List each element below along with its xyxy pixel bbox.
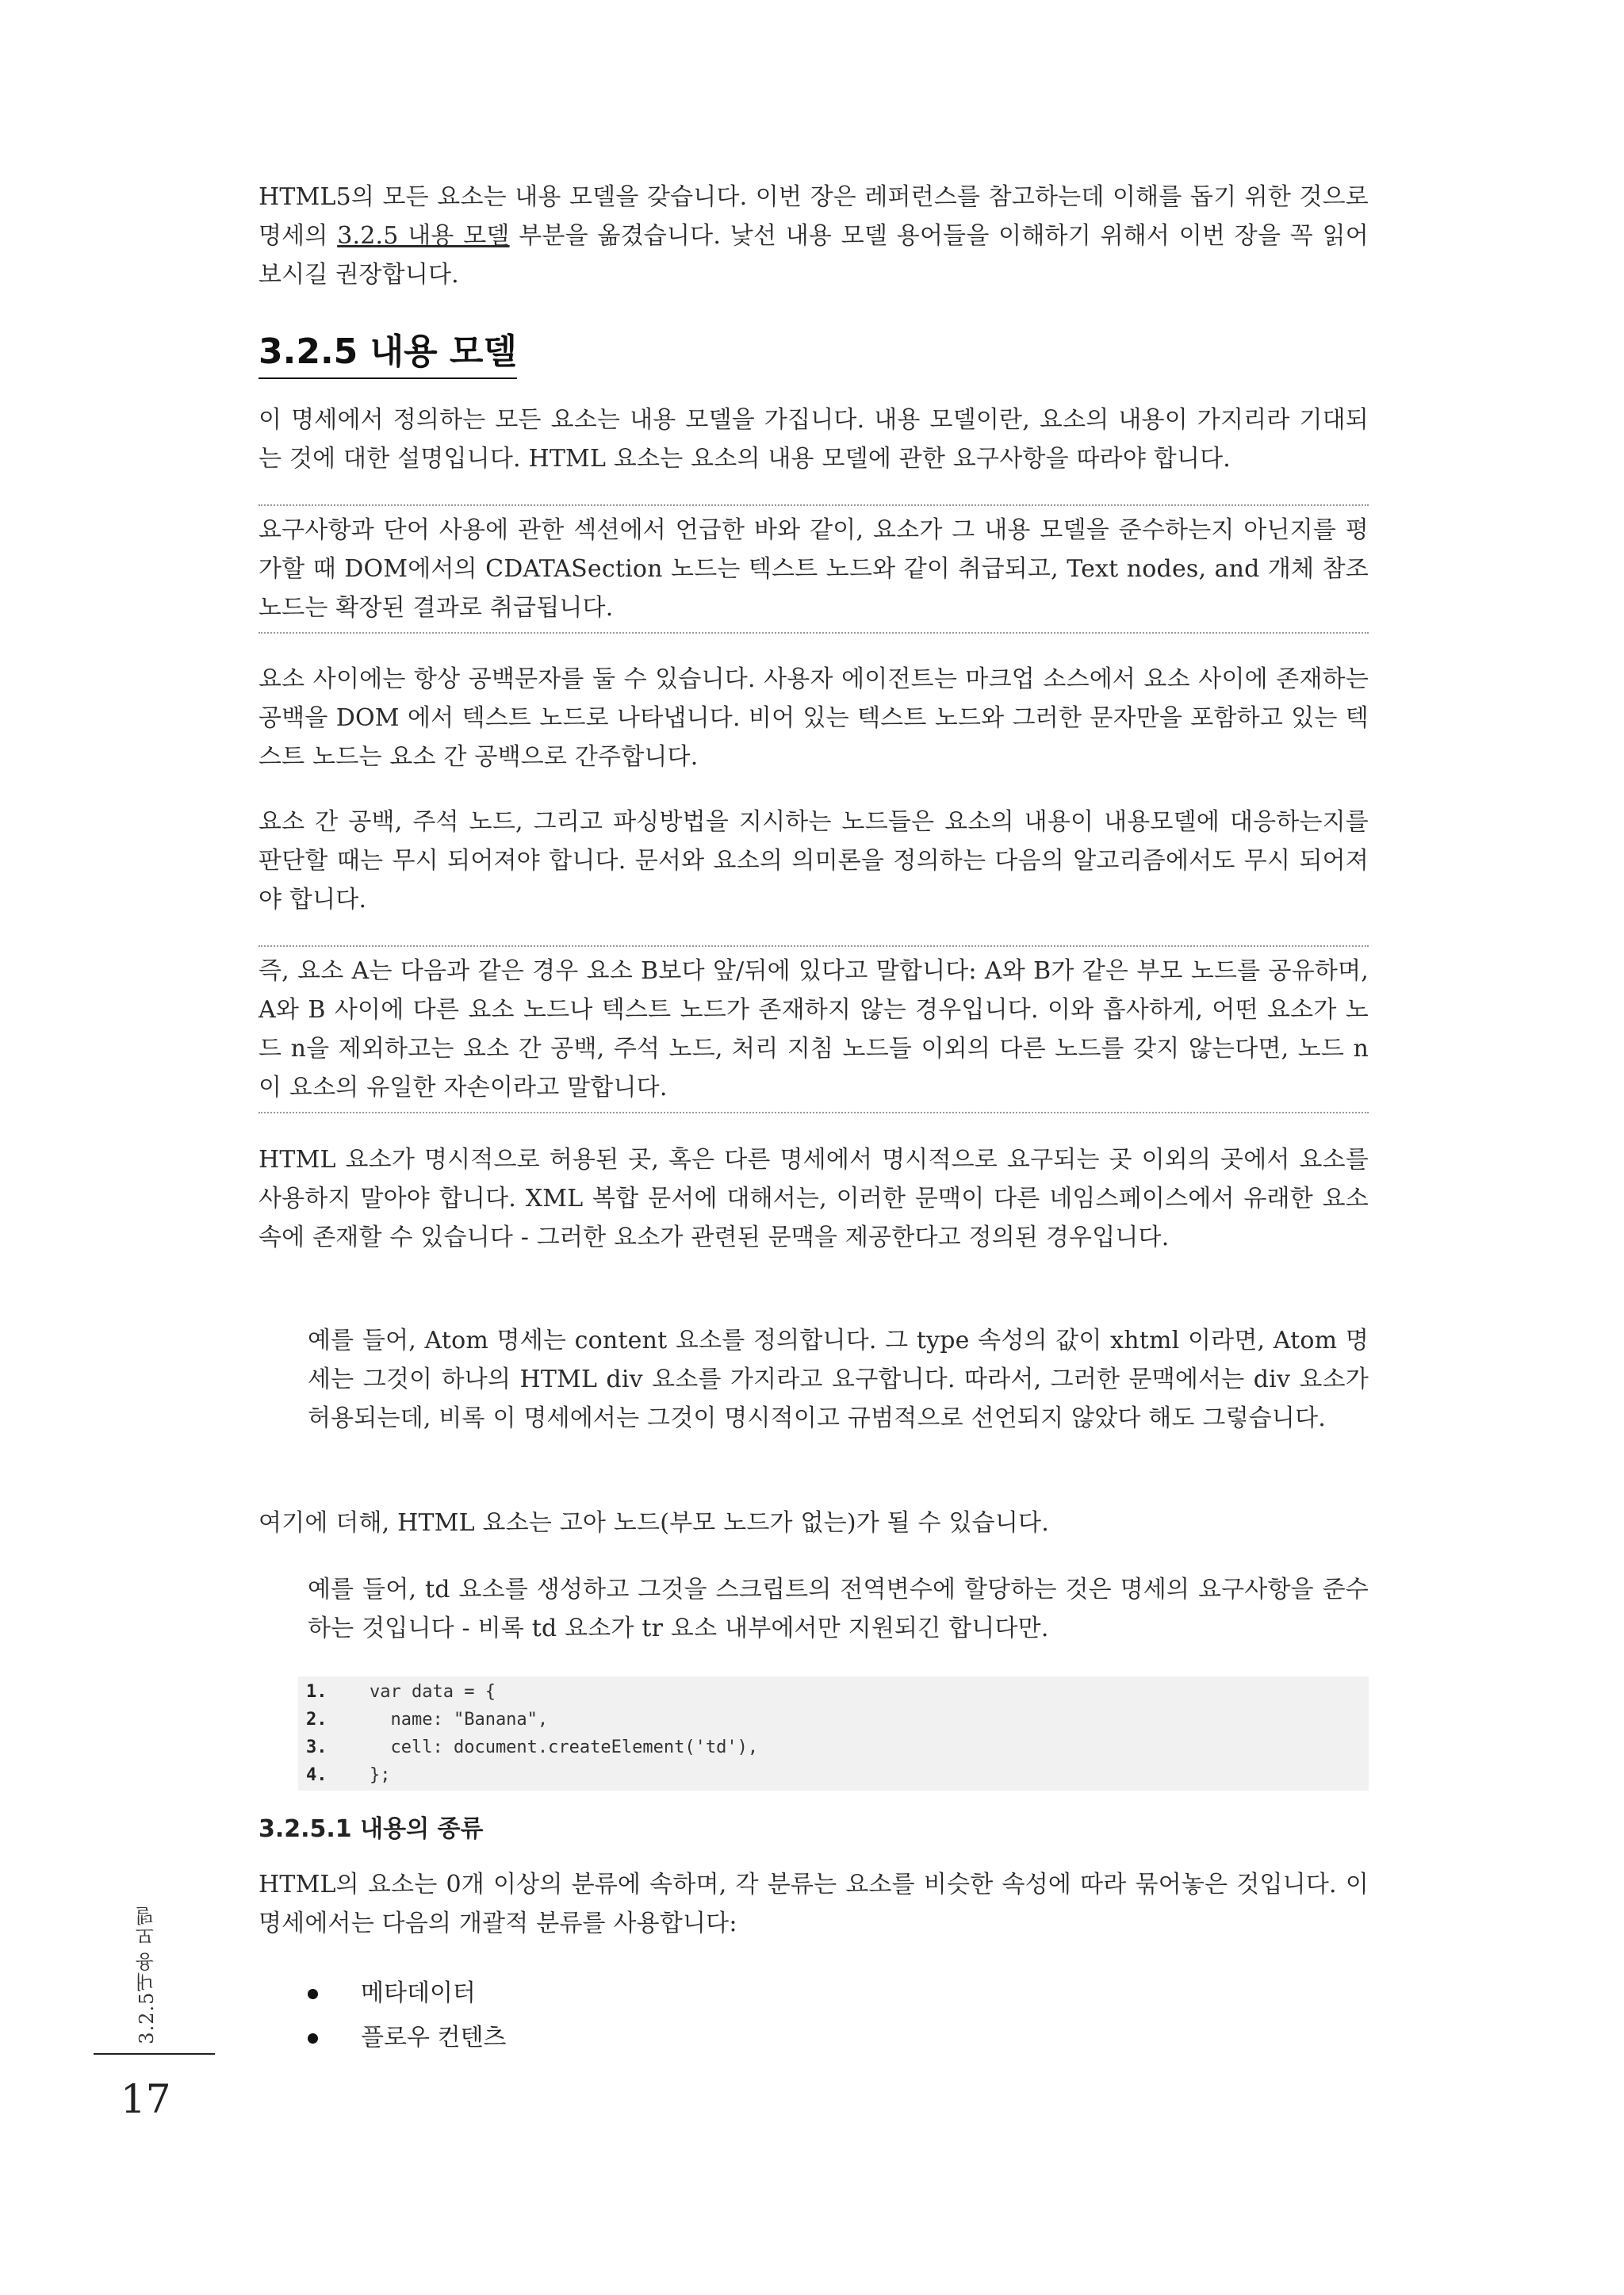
subsection-number: 3.2.5.1	[259, 1815, 352, 1843]
note-box-sibling-order	[259, 945, 1369, 1113]
paragraph-content-model-definition: 이 명세에서 정의하는 모든 요소는 내용 모델을 가집니다. 내용 모델이란, 요소의 내용이 가지리라 기대되는 것에 대한 설명입니다. HTML 요소는 요소의 내용 모델에 관한 요구사항을 따라야 합니다.	[259, 406, 1369, 473]
intro-text-2: 부분을 옮겼습니다. 낯선 내용 모델 용어들을 이해하기 위해서 이번 장을 꼭 읽어보시길 권장합니다.	[259, 222, 1369, 289]
subsection-title-text: 내용의 종류	[360, 1815, 484, 1843]
section-reference-link[interactable]: 3.2.5 내용 모델	[337, 222, 510, 250]
code-line	[298, 1678, 1369, 1706]
line-number: 1.	[306, 1682, 327, 1702]
paragraph-orphan-nodes: 여기에 더해, HTML 요소는 고아 노드(부모 노드가 없는)가 될 수 있습니다.	[259, 1509, 1049, 1537]
side-divider	[94, 2053, 215, 2055]
example-td: 예를 들어, td 요소를 생성하고 그것을 스크립트의 전역변수에 할당하는 것은 명세의 요구사항을 준수하는 것입니다 - 비록 td 요소가 tr 요소 내부에서만 지원되긴 합니다만.	[308, 1576, 1369, 1642]
list-item-label: 플로우 컨텐츠	[361, 2024, 507, 2052]
note-text-sibling-order: 즉, 요소 A는 다음과 같은 경우 요소 B보다 앞/뒤에 있다고 말합니다: A와 B가 같은 부모 노드를 공유하며, A와 B 사이에 다른 요소 노드나 텍스트 노드가 존재하지 않는 경우입니다. 이와 흡사하게, 어떤 요소가 노드 n을 제외하고는 요소 간 공백, 주석 노드, 처리 지침 노드들 이외의 다른 노드를 갖지 않는다면, 노드 n이 요소의 유일한 자손이라고 말합니다.	[259, 957, 1369, 1102]
note-box-cdata	[259, 504, 1369, 634]
code-line	[298, 1706, 1369, 1734]
intro-text-1: HTML5의 모든 요소는 내용 모델을 갖습니다. 이번 장은 레퍼런스를 참고하는데 이해를 돕기 위한 것으로 명세의	[259, 183, 1369, 250]
list-item	[308, 1971, 506, 2016]
note-text-cdata: 요구사항과 단어 사용에 관한 섹션에서 언급한 바와 같이, 요소가 그 내용 모델을 준수하는지 아닌지를 평가할 때 DOM에서의 CDATASection 노드는 텍스트 노드와 같이 취급되고, Text nodes, and 개체 참조 노드는 확장된 결과로 취급됩니다.	[259, 516, 1369, 622]
paragraph-whitespace: 요소 사이에는 항상 공백문자를 둘 수 있습니다. 사용자 에이전트는 마크업 소스에서 요소 사이에 존재하는 공백을 DOM 에서 텍스트 노드로 나타냅니다. 비어 있는 텍스트 노드와 그러한 문자만을 포함하고 있는 텍스트 노드는 요소 간 공백으로 간주합니다.	[259, 665, 1369, 771]
paragraph-categories: HTML의 요소는 0개 이상의 분류에 속하며, 각 분류는 요소를 비슷한 속성에 따라 묶어놓은 것입니다. 이 명세에서는 다음의 개괄적 분류를 사용합니다:	[259, 1871, 1369, 1937]
code-line	[298, 1761, 1369, 1789]
paragraph-ignored-nodes: 요소 간 공백, 주석 노드, 그리고 파싱방법을 지시하는 노드들은 요소의 내용이 내용모델에 대응하는지를 판단할 때는 무시 되어져야 합니다. 문서와 요소의 의미론을 정의하는 다음의 알고리즘에서도 무시 되어져야 합니다.	[259, 808, 1369, 914]
line-number: 4.	[306, 1765, 327, 1785]
paragraph-element-usage: HTML 요소가 명시적으로 허용된 곳, 혹은 다른 명세에서 명시적으로 요구되는 곳 이외의 곳에서 요소를 사용하지 말아야 합니다. XML 복합 문서에 대해서는, 이러한 문맥이 다른 네임스페이스에서 유래한 요소 속에 존재할 수 있습니다 - 그러한 요소가 관련된 문맥을 제공한다고 정의된 경우입니다.	[259, 1146, 1369, 1251]
example-atom: 예를 들어, Atom 명세는 content 요소를 정의합니다. 그 type 속성의 값이 xhtml 이라면, Atom 명세는 그것이 하나의 HTML div 요소를 가지라고 요구합니다. 따라서, 그러한 문맥에서는 div 요소가 허용되는데, 비록 이 명세에서는 그것이 명시적이고 규범적으로 선언되지 않았다 해도 그렇습니다.	[308, 1327, 1369, 1432]
section-title: 3.2.5 내용 모델	[259, 328, 517, 379]
bullet-icon	[308, 1989, 318, 1999]
code-text: var data = {	[370, 1682, 496, 1702]
code-block	[298, 1676, 1369, 1791]
side-chapter-label	[130, 1887, 162, 2062]
code-text: };	[370, 1765, 391, 1785]
intro-paragraph	[259, 178, 1369, 294]
line-number: 2.	[306, 1710, 327, 1730]
bullet-icon	[308, 2033, 318, 2044]
code-text: name: "Banana",	[370, 1710, 549, 1730]
line-number: 3.	[306, 1738, 327, 1757]
list-item	[308, 2016, 506, 2060]
list-item-label: 메타데이터	[361, 1979, 476, 2007]
page-number: 17	[121, 2076, 171, 2122]
code-line	[298, 1734, 1369, 1761]
subsection-title	[259, 1810, 484, 1849]
category-list	[308, 1971, 506, 2060]
code-text: cell: document.createElement('td'),	[370, 1738, 759, 1757]
side-chapter-text: 3.2.5내용 모델	[135, 1905, 158, 2044]
